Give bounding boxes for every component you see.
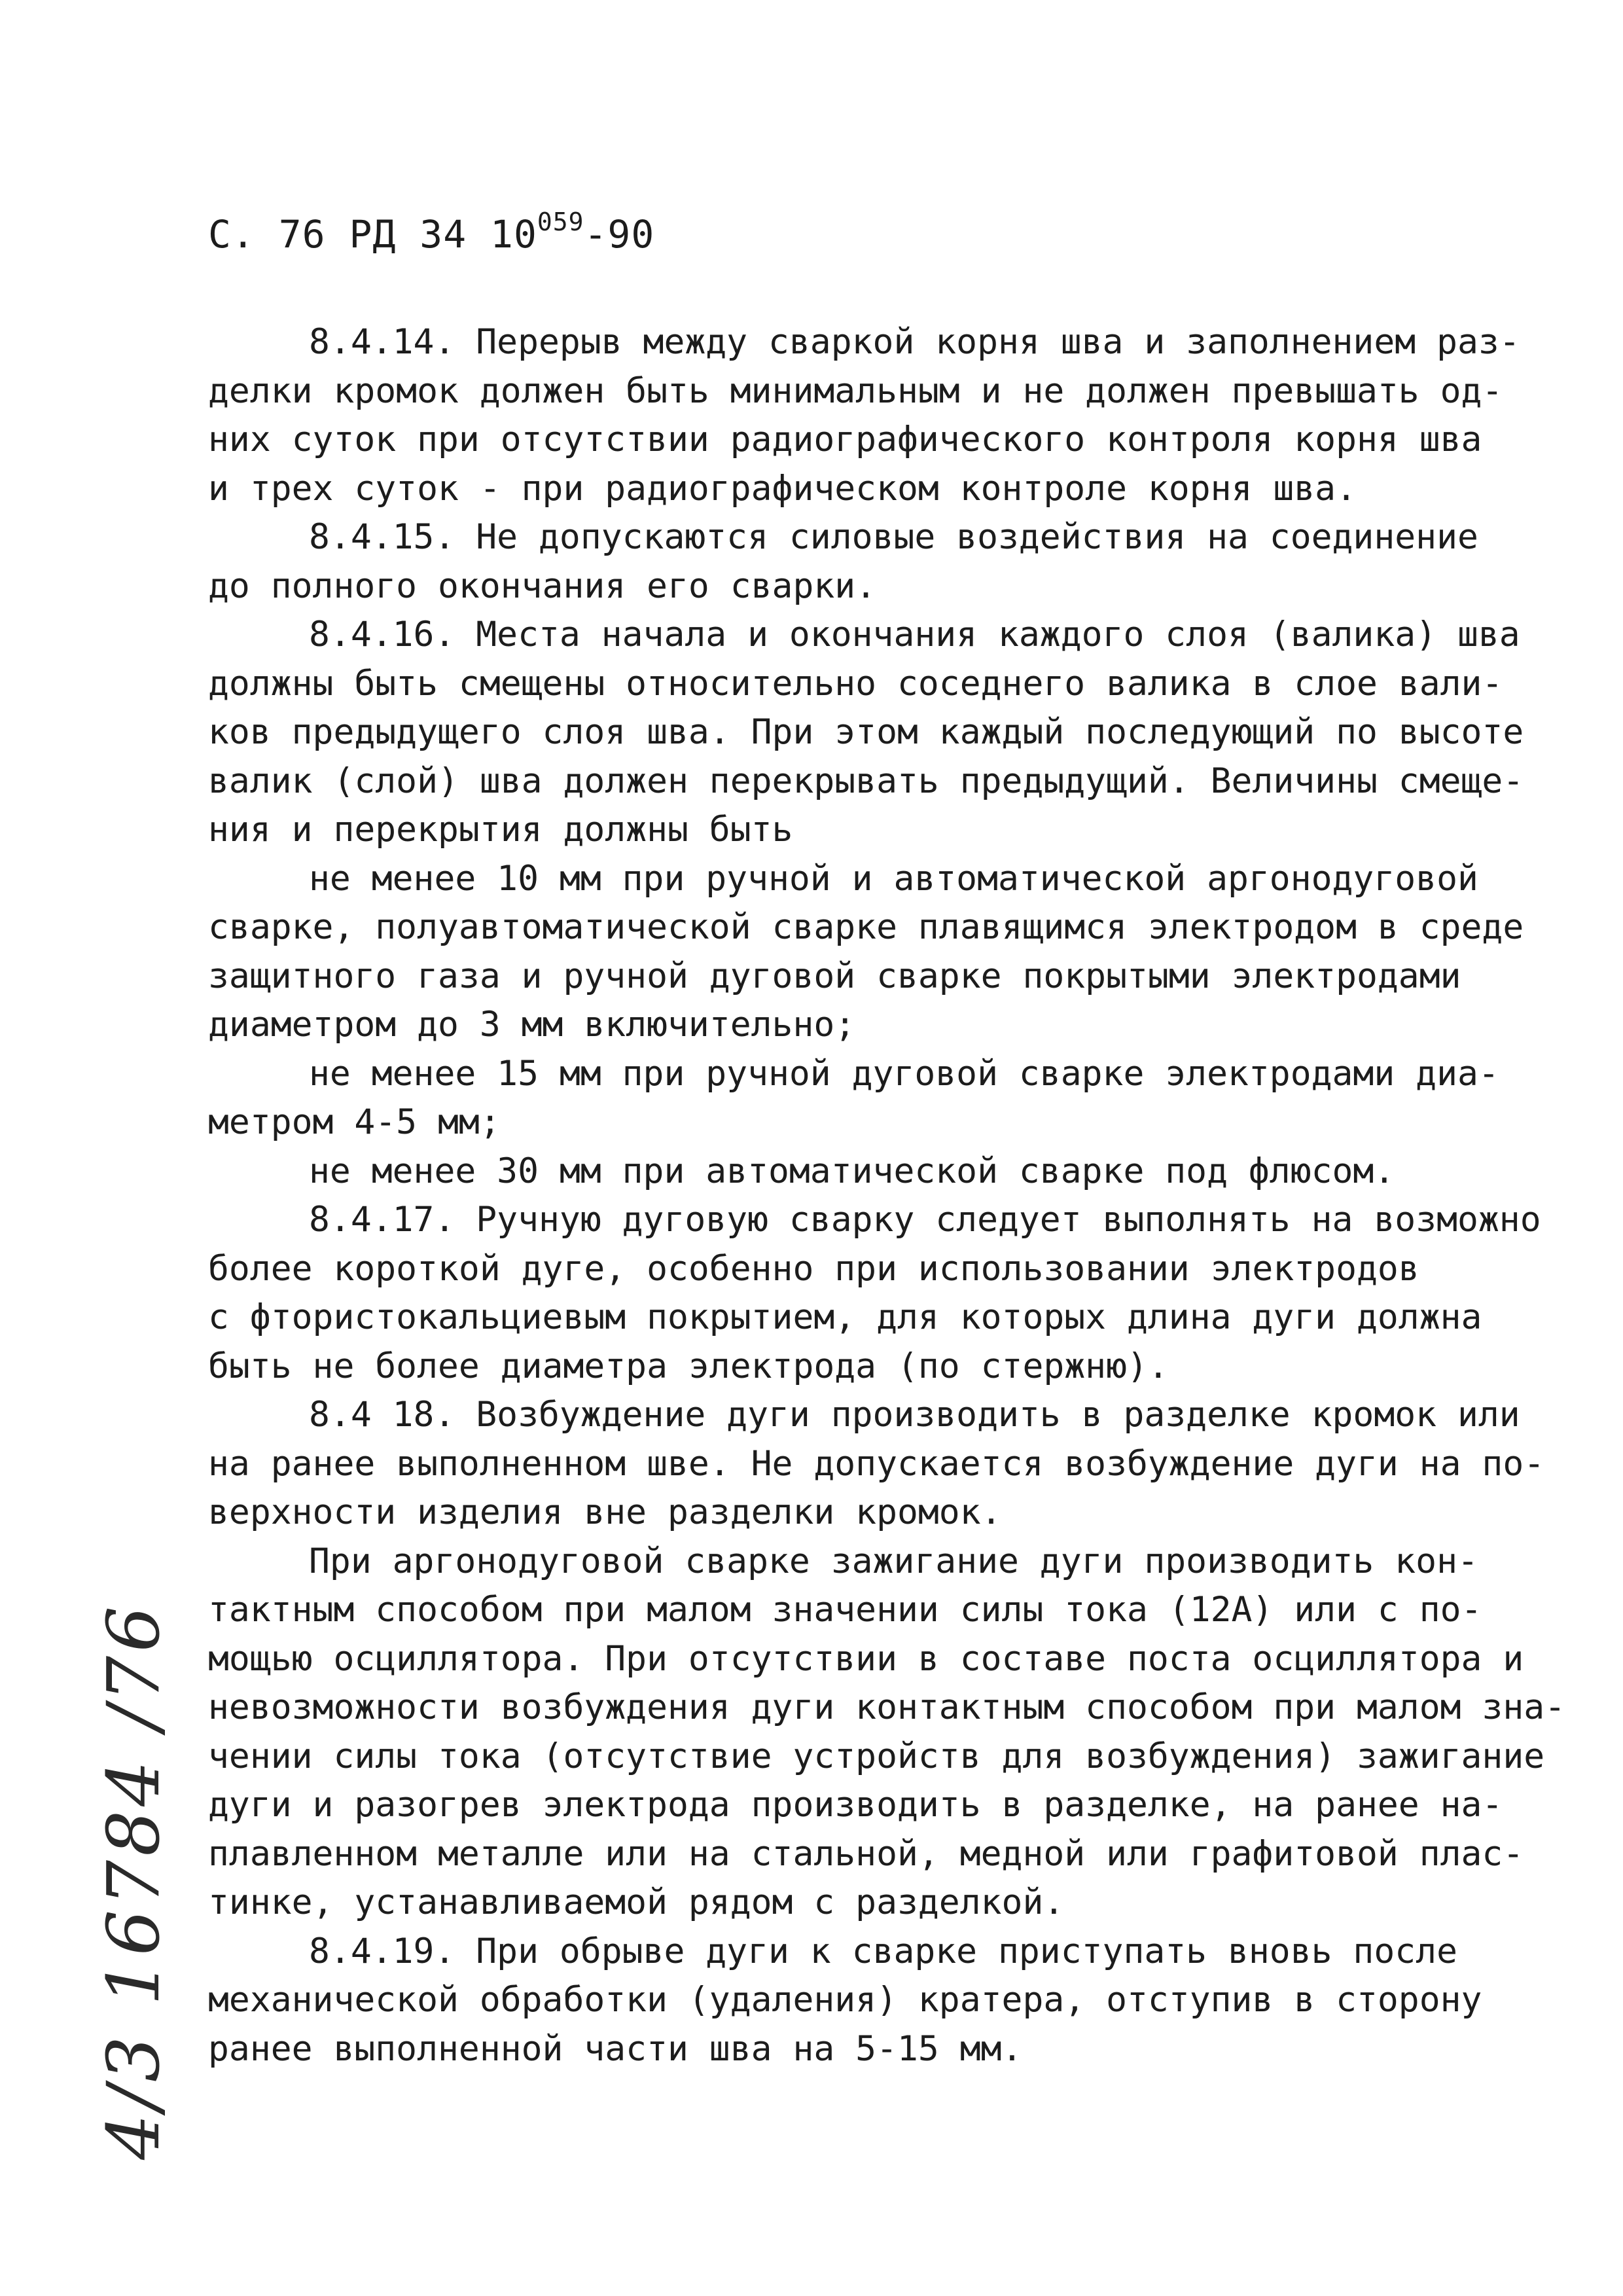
text-line: 8.4.16. Места начала и окончания каждого слоя (валика) шва [309,615,1520,655]
text-line: дуги и разогрев электрода производить в разделке, на ранее на- [208,1785,1503,1825]
header-prefix: С. 76 РД 34 10 [208,212,537,257]
header-superscript: 059 [537,207,584,236]
text-line: не менее 30 мм при автоматической сварке под флюсом. [309,1151,1395,1191]
text-line: быть не более диаметра электрода (по стержню). [208,1346,1169,1386]
text-line: более короткой дуге, особенно при использовании электродов [208,1248,1419,1289]
text-line: них суток при отсутствии радиографического контроля корня шва [208,420,1482,459]
text-line: мощью осциллятора. При отсутствии в составе поста осциллятора и [208,1638,1524,1679]
text-line: сварке, полуавтоматической сварке плавящимся электродом в среде [208,907,1524,947]
handwritten-margin-note: 4/3 16784 /76 [92,1602,175,2160]
header-suffix: -90 [584,212,655,257]
text-line: до полного окончания его сварки. [208,565,877,606]
text-line: на ранее выполненном шве. Не допускается возбуждение дуги на по- [208,1443,1545,1484]
text-line: метром 4-5 мм; [208,1102,501,1142]
text-line: механической обработки (удаления) кратера, отступив в сторону [208,1980,1482,2020]
text-line: должны быть смещены относительно соседнего валика в слое вали- [208,663,1503,704]
text-line: тинке, устанавливаемой рядом с разделкой. [208,1882,1065,1922]
text-line: 8.4 18. Возбуждение дуги производить в разделке кромок или [309,1395,1520,1435]
text-line: 8.4.19. При обрыве дуги к сварке приступать вновь после [309,1931,1457,1971]
text-line: диаметром до 3 мм включительно; [208,1005,856,1045]
text-line: и трех суток - при радиографическом контроле корня шва. [208,468,1357,509]
text-line: ков предыдущего слоя шва. При этом каждый последующий по высоте [208,712,1524,752]
text-line: плавленном металле или на стальной, медной или графитовой плас- [208,1833,1524,1874]
text-line: не менее 15 мм при ручной дуговой сварке электродами диа- [309,1053,1499,1094]
text-line: с фтористокальциевым покрытием, для которых длина дуги должна [208,1297,1482,1337]
text-line: ния и перекрытия должны быть [208,810,793,850]
text-line: невозможности возбуждения дуги контактным способом при малом зна- [208,1687,1566,1727]
text-line: защитного газа и ручной дуговой сварке покрытыми электродами [208,956,1461,996]
text-line: тактным способом при малом значении силы тока (12А) или с по- [208,1590,1482,1630]
text-line: 8.4.17. Ручную дуговую сварку следует выполнять на возможно [309,1200,1541,1240]
text-line: ранее выполненной части шва на 5-15 мм. [208,2028,1023,2069]
text-line: 8.4.15. Не допускаются силовые воздействия на соединение [309,517,1478,557]
text-line: верхности изделия вне разделки кромок. [208,1492,1002,1532]
text-line: валик (слой) шва должен перекрывать предыдущий. Величины смеще- [208,761,1524,801]
text-line: не менее 10 мм при ручной и автоматической аргонодуговой [309,858,1478,899]
text-line: 8.4.14. Перерыв между сваркой корня шва и заполнением раз- [309,322,1520,362]
text-line: При аргонодуговой сварке зажигание дуги производить кон- [309,1541,1478,1581]
text-line: чении силы тока (отсутствие устройств для возбуждения) зажигание [208,1736,1545,1776]
body-text [208,318,1566,2073]
text-line: делки кромок должен быть минимальным и не должен превышать од- [208,370,1503,411]
page-header [208,208,654,260]
